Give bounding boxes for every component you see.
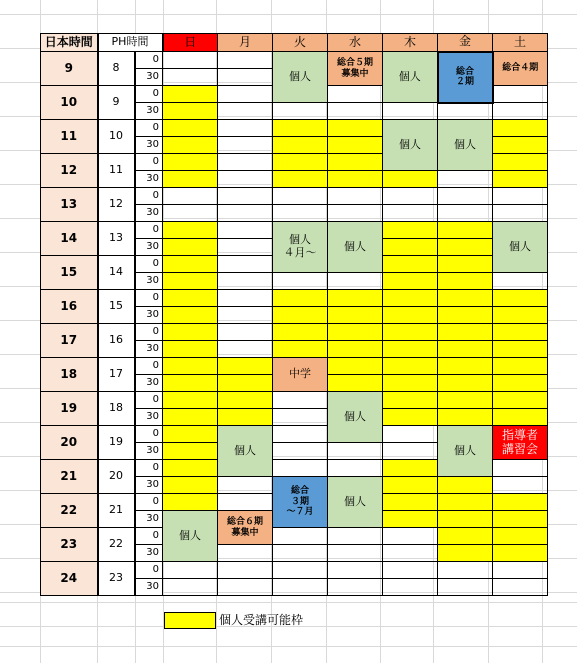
available-slot bbox=[163, 222, 218, 239]
available-slot bbox=[163, 171, 218, 188]
empty-slot bbox=[218, 579, 273, 596]
empty-slot bbox=[218, 137, 273, 154]
schedule-grid bbox=[40, 33, 548, 596]
empty-slot bbox=[273, 443, 328, 460]
empty-slot bbox=[383, 188, 438, 205]
empty-slot bbox=[218, 562, 273, 579]
empty-slot bbox=[493, 460, 548, 477]
legend-swatch-yellow bbox=[164, 612, 216, 629]
available-slot bbox=[438, 477, 493, 494]
empty-slot bbox=[438, 205, 493, 222]
empty-slot bbox=[163, 188, 218, 205]
available-slot bbox=[273, 120, 328, 137]
available-slot bbox=[438, 375, 493, 392]
empty-slot bbox=[163, 205, 218, 222]
available-slot bbox=[493, 120, 548, 137]
minute-cell: 30 bbox=[135, 477, 163, 494]
empty-slot bbox=[218, 86, 273, 103]
time-slot-row bbox=[41, 52, 548, 69]
empty-slot bbox=[493, 579, 548, 596]
available-slot bbox=[328, 171, 383, 188]
available-slot bbox=[383, 171, 438, 188]
available-slot bbox=[163, 494, 218, 511]
jp-hour-cell: 14 bbox=[41, 222, 98, 256]
class-block-blue: 総合 ２期 bbox=[438, 52, 493, 103]
available-slot bbox=[438, 290, 493, 307]
class-block-green: 個人 bbox=[493, 222, 548, 273]
empty-slot bbox=[218, 290, 273, 307]
available-slot bbox=[163, 239, 218, 256]
minute-cell: 0 bbox=[135, 460, 163, 477]
available-slot bbox=[438, 256, 493, 273]
minute-cell: 0 bbox=[135, 290, 163, 307]
available-slot bbox=[328, 358, 383, 375]
minute-cell: 30 bbox=[135, 69, 163, 86]
available-slot bbox=[438, 307, 493, 324]
available-slot bbox=[218, 375, 273, 392]
empty-slot bbox=[273, 409, 328, 426]
class-block-green: 個人 bbox=[438, 120, 493, 171]
minute-cell: 0 bbox=[135, 494, 163, 511]
header-day-3: 水 bbox=[328, 34, 383, 52]
minute-cell: 30 bbox=[135, 443, 163, 460]
available-slot bbox=[493, 137, 548, 154]
minute-cell: 30 bbox=[135, 171, 163, 188]
ph-hour-cell: 13 bbox=[98, 222, 135, 256]
jp-hour-cell: 24 bbox=[41, 562, 98, 596]
class-block-green: 個人 bbox=[218, 426, 273, 477]
header-ph-time: PH時間 bbox=[98, 34, 163, 52]
empty-slot bbox=[328, 205, 383, 222]
available-slot bbox=[273, 154, 328, 171]
available-slot bbox=[493, 545, 548, 562]
available-slot bbox=[328, 341, 383, 358]
ph-hour-cell: 16 bbox=[98, 324, 135, 358]
available-slot bbox=[163, 426, 218, 443]
minute-cell: 0 bbox=[135, 324, 163, 341]
empty-slot bbox=[493, 562, 548, 579]
ph-hour-cell: 11 bbox=[98, 154, 135, 188]
empty-slot bbox=[328, 528, 383, 545]
class-block-green: 個人 bbox=[328, 392, 383, 443]
available-slot bbox=[273, 290, 328, 307]
empty-slot bbox=[438, 171, 493, 188]
time-slot-row bbox=[41, 528, 548, 545]
empty-slot bbox=[218, 120, 273, 137]
empty-slot bbox=[328, 103, 383, 120]
time-slot-row bbox=[41, 120, 548, 137]
available-slot bbox=[383, 324, 438, 341]
available-slot bbox=[163, 392, 218, 409]
available-slot bbox=[328, 137, 383, 154]
empty-slot bbox=[273, 103, 328, 120]
empty-slot bbox=[493, 188, 548, 205]
available-slot bbox=[493, 171, 548, 188]
available-slot bbox=[273, 341, 328, 358]
available-slot bbox=[493, 392, 548, 409]
class-block-green: 個人 bbox=[328, 477, 383, 528]
header-day-0: 日 bbox=[163, 34, 218, 52]
available-slot bbox=[383, 494, 438, 511]
available-slot bbox=[163, 103, 218, 120]
minute-cell: 30 bbox=[135, 545, 163, 562]
available-slot bbox=[218, 409, 273, 426]
empty-slot bbox=[383, 426, 438, 443]
empty-slot bbox=[438, 188, 493, 205]
available-slot bbox=[383, 392, 438, 409]
legend-label: 個人受講可能枠 bbox=[219, 613, 304, 627]
empty-slot bbox=[273, 545, 328, 562]
empty-slot bbox=[218, 341, 273, 358]
class-block-green: 個人 bbox=[163, 511, 218, 562]
minute-cell: 30 bbox=[135, 239, 163, 256]
class-block-green: 個人 bbox=[273, 52, 328, 103]
empty-slot bbox=[218, 324, 273, 341]
time-slot-row bbox=[41, 562, 548, 579]
ph-hour-cell: 21 bbox=[98, 494, 135, 528]
available-slot bbox=[438, 511, 493, 528]
available-slot bbox=[163, 86, 218, 103]
available-slot bbox=[383, 273, 438, 290]
ph-hour-cell: 14 bbox=[98, 256, 135, 290]
class-block-peach: 総合５期 募集中 bbox=[328, 52, 383, 86]
schedule-table bbox=[40, 33, 548, 596]
empty-slot bbox=[218, 103, 273, 120]
empty-slot bbox=[438, 579, 493, 596]
minute-cell: 30 bbox=[135, 341, 163, 358]
available-slot bbox=[438, 222, 493, 239]
available-slot bbox=[273, 137, 328, 154]
available-slot bbox=[163, 460, 218, 477]
jp-hour-cell: 23 bbox=[41, 528, 98, 562]
available-slot bbox=[163, 154, 218, 171]
empty-slot bbox=[273, 562, 328, 579]
empty-slot bbox=[383, 562, 438, 579]
available-slot bbox=[493, 290, 548, 307]
jp-hour-cell: 19 bbox=[41, 392, 98, 426]
time-slot-row bbox=[41, 358, 548, 375]
class-block-green: 個人 bbox=[438, 426, 493, 477]
class-block-green: 個人 bbox=[328, 222, 383, 273]
empty-slot bbox=[493, 103, 548, 120]
ph-hour-cell: 8 bbox=[98, 52, 135, 86]
time-slot-row bbox=[41, 426, 548, 443]
empty-slot bbox=[163, 579, 218, 596]
class-block-peach: 中学 bbox=[273, 358, 328, 392]
available-slot bbox=[163, 120, 218, 137]
available-slot bbox=[438, 324, 493, 341]
available-slot bbox=[328, 307, 383, 324]
available-slot bbox=[493, 511, 548, 528]
available-slot bbox=[163, 375, 218, 392]
available-slot bbox=[438, 409, 493, 426]
empty-slot bbox=[383, 443, 438, 460]
time-slot-row bbox=[41, 392, 548, 409]
available-slot bbox=[383, 256, 438, 273]
available-slot bbox=[383, 460, 438, 477]
empty-slot bbox=[328, 188, 383, 205]
minute-cell: 0 bbox=[135, 86, 163, 103]
available-slot bbox=[383, 358, 438, 375]
available-slot bbox=[438, 528, 493, 545]
ph-hour-cell: 12 bbox=[98, 188, 135, 222]
jp-hour-cell: 22 bbox=[41, 494, 98, 528]
minute-cell: 0 bbox=[135, 188, 163, 205]
header-day-4: 木 bbox=[383, 34, 438, 52]
empty-slot bbox=[273, 426, 328, 443]
empty-slot bbox=[328, 460, 383, 477]
available-slot bbox=[163, 290, 218, 307]
time-slot-row bbox=[41, 324, 548, 341]
minute-cell: 0 bbox=[135, 426, 163, 443]
available-slot bbox=[493, 528, 548, 545]
empty-slot bbox=[493, 477, 548, 494]
header-jp-time: 日本時間 bbox=[41, 34, 98, 52]
empty-slot bbox=[328, 86, 383, 103]
minute-cell: 0 bbox=[135, 120, 163, 137]
available-slot bbox=[383, 477, 438, 494]
available-slot bbox=[273, 324, 328, 341]
jp-hour-cell: 20 bbox=[41, 426, 98, 460]
jp-hour-cell: 17 bbox=[41, 324, 98, 358]
empty-slot bbox=[218, 239, 273, 256]
available-slot bbox=[273, 307, 328, 324]
empty-slot bbox=[273, 392, 328, 409]
minute-cell: 30 bbox=[135, 273, 163, 290]
empty-slot bbox=[273, 188, 328, 205]
jp-hour-cell: 10 bbox=[41, 86, 98, 120]
minute-cell: 30 bbox=[135, 307, 163, 324]
available-slot bbox=[328, 120, 383, 137]
empty-slot bbox=[218, 154, 273, 171]
empty-slot bbox=[383, 579, 438, 596]
available-slot bbox=[438, 392, 493, 409]
empty-slot bbox=[328, 579, 383, 596]
available-slot bbox=[438, 545, 493, 562]
empty-slot bbox=[218, 256, 273, 273]
minute-cell: 30 bbox=[135, 205, 163, 222]
jp-hour-cell: 12 bbox=[41, 154, 98, 188]
empty-slot bbox=[328, 273, 383, 290]
available-slot bbox=[163, 273, 218, 290]
jp-hour-cell: 16 bbox=[41, 290, 98, 324]
available-slot bbox=[493, 375, 548, 392]
empty-slot bbox=[493, 205, 548, 222]
ph-hour-cell: 10 bbox=[98, 120, 135, 154]
ph-hour-cell: 19 bbox=[98, 426, 135, 460]
minute-cell: 0 bbox=[135, 562, 163, 579]
empty-slot bbox=[273, 460, 328, 477]
jp-hour-cell: 13 bbox=[41, 188, 98, 222]
available-slot bbox=[493, 409, 548, 426]
available-slot bbox=[218, 358, 273, 375]
empty-slot bbox=[493, 273, 548, 290]
available-slot bbox=[163, 409, 218, 426]
empty-slot bbox=[383, 528, 438, 545]
minute-cell: 30 bbox=[135, 375, 163, 392]
available-slot bbox=[493, 154, 548, 171]
available-slot bbox=[493, 494, 548, 511]
empty-slot bbox=[273, 273, 328, 290]
minute-cell: 0 bbox=[135, 222, 163, 239]
available-slot bbox=[163, 307, 218, 324]
available-slot bbox=[218, 392, 273, 409]
available-slot bbox=[438, 494, 493, 511]
empty-slot bbox=[328, 562, 383, 579]
ph-hour-cell: 9 bbox=[98, 86, 135, 120]
available-slot bbox=[328, 290, 383, 307]
minute-cell: 30 bbox=[135, 137, 163, 154]
empty-slot bbox=[328, 443, 383, 460]
empty-slot bbox=[218, 171, 273, 188]
empty-slot bbox=[328, 545, 383, 562]
minute-cell: 0 bbox=[135, 52, 163, 69]
empty-slot bbox=[218, 69, 273, 86]
available-slot bbox=[438, 239, 493, 256]
available-slot bbox=[383, 239, 438, 256]
header-day-5: 金 bbox=[438, 34, 493, 52]
available-slot bbox=[493, 307, 548, 324]
available-slot bbox=[163, 358, 218, 375]
available-slot bbox=[273, 171, 328, 188]
minute-cell: 30 bbox=[135, 511, 163, 528]
available-slot bbox=[383, 222, 438, 239]
available-slot bbox=[383, 375, 438, 392]
available-slot bbox=[438, 341, 493, 358]
header-day-6: 土 bbox=[493, 34, 548, 52]
empty-slot bbox=[493, 86, 548, 103]
jp-hour-cell: 15 bbox=[41, 256, 98, 290]
time-slot-row bbox=[41, 188, 548, 205]
class-block-green: 個人 ４月～ bbox=[273, 222, 328, 273]
available-slot bbox=[163, 341, 218, 358]
available-slot bbox=[438, 273, 493, 290]
header-day-2: 火 bbox=[273, 34, 328, 52]
empty-slot bbox=[218, 545, 273, 562]
available-slot bbox=[493, 358, 548, 375]
available-slot bbox=[438, 358, 493, 375]
empty-slot bbox=[218, 52, 273, 69]
header-row bbox=[41, 34, 548, 52]
available-slot bbox=[163, 256, 218, 273]
class-block-green: 個人 bbox=[383, 52, 438, 103]
empty-slot bbox=[273, 528, 328, 545]
class-block-peach: 総合６期 募集中 bbox=[218, 511, 273, 545]
available-slot bbox=[328, 375, 383, 392]
minute-cell: 30 bbox=[135, 103, 163, 120]
empty-slot bbox=[383, 205, 438, 222]
ph-hour-cell: 20 bbox=[98, 460, 135, 494]
available-slot bbox=[328, 324, 383, 341]
ph-hour-cell: 23 bbox=[98, 562, 135, 596]
jp-hour-cell: 9 bbox=[41, 52, 98, 86]
available-slot bbox=[493, 341, 548, 358]
empty-slot bbox=[218, 273, 273, 290]
empty-slot bbox=[273, 205, 328, 222]
available-slot bbox=[383, 307, 438, 324]
class-block-green: 個人 bbox=[383, 120, 438, 171]
available-slot bbox=[163, 477, 218, 494]
empty-slot bbox=[438, 562, 493, 579]
available-slot bbox=[163, 324, 218, 341]
empty-slot bbox=[218, 205, 273, 222]
available-slot bbox=[328, 154, 383, 171]
ph-hour-cell: 18 bbox=[98, 392, 135, 426]
available-slot bbox=[163, 137, 218, 154]
available-slot bbox=[383, 511, 438, 528]
time-slot-row bbox=[41, 290, 548, 307]
empty-slot bbox=[383, 103, 438, 120]
available-slot bbox=[383, 341, 438, 358]
minute-cell: 0 bbox=[135, 358, 163, 375]
minute-cell: 0 bbox=[135, 256, 163, 273]
empty-slot bbox=[438, 103, 493, 120]
minute-cell: 30 bbox=[135, 409, 163, 426]
time-slot-row bbox=[41, 222, 548, 239]
empty-slot bbox=[218, 188, 273, 205]
minute-cell: 30 bbox=[135, 579, 163, 596]
class-block-peach: 総合４期 bbox=[493, 52, 548, 86]
available-slot bbox=[383, 290, 438, 307]
class-block-red: 指導者 講習会 bbox=[493, 426, 548, 460]
minute-cell: 0 bbox=[135, 392, 163, 409]
available-slot bbox=[163, 443, 218, 460]
empty-slot bbox=[218, 222, 273, 239]
empty-slot bbox=[163, 562, 218, 579]
empty-slot bbox=[273, 579, 328, 596]
jp-hour-cell: 18 bbox=[41, 358, 98, 392]
minute-cell: 0 bbox=[135, 528, 163, 545]
empty-slot bbox=[163, 52, 218, 69]
empty-slot bbox=[383, 545, 438, 562]
ph-hour-cell: 17 bbox=[98, 358, 135, 392]
empty-slot bbox=[218, 494, 273, 511]
available-slot bbox=[383, 409, 438, 426]
available-slot bbox=[493, 324, 548, 341]
empty-slot bbox=[218, 477, 273, 494]
jp-hour-cell: 21 bbox=[41, 460, 98, 494]
header-day-1: 月 bbox=[218, 34, 273, 52]
jp-hour-cell: 11 bbox=[41, 120, 98, 154]
empty-slot bbox=[218, 307, 273, 324]
ph-hour-cell: 15 bbox=[98, 290, 135, 324]
empty-slot bbox=[163, 69, 218, 86]
minute-cell: 0 bbox=[135, 154, 163, 171]
ph-hour-cell: 22 bbox=[98, 528, 135, 562]
class-block-blue: 総合 ３期 ～７月 bbox=[273, 477, 328, 528]
